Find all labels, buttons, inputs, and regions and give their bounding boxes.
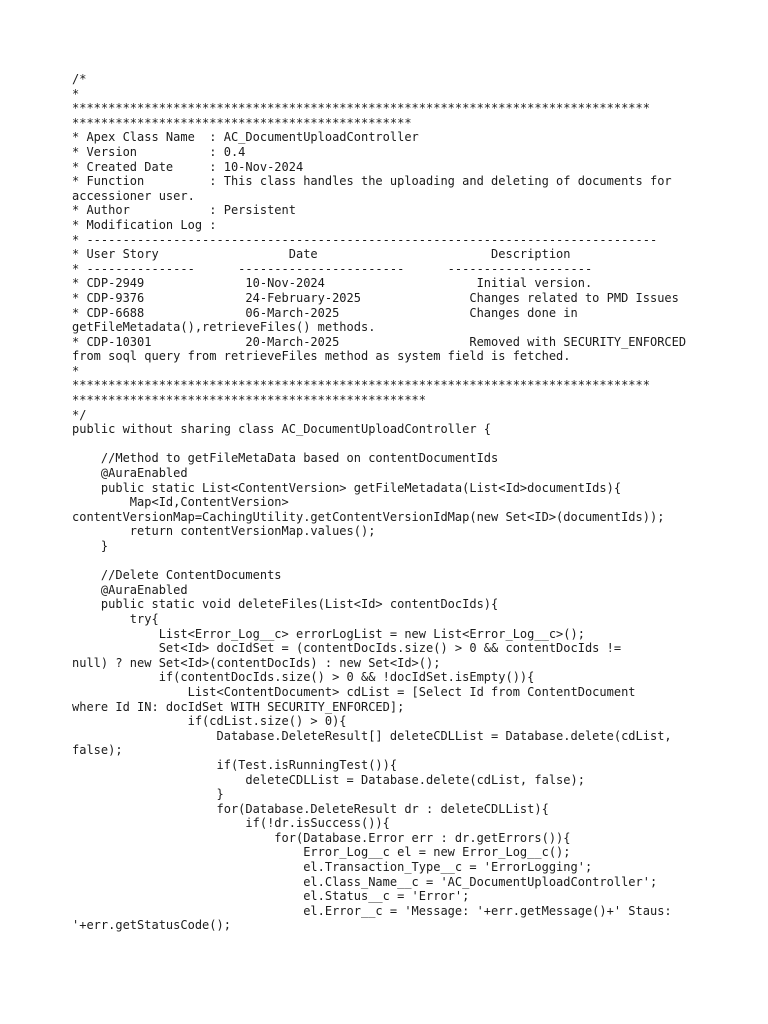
code-line: * Function : This class handles the uploading and deleting of documents for: [72, 174, 672, 189]
code-block: [72, 72, 700, 933]
code-line: ********************************************************************************: [72, 378, 650, 393]
code-line: Database.DeleteResult[] deleteCDLList = Database.delete(cdList,: [72, 728, 672, 743]
code-line: accessioner user.: [72, 188, 195, 203]
code-line: Map<Id,ContentVersion>: [72, 495, 289, 510]
code-line: //Delete ContentDocuments: [72, 568, 282, 583]
code-line: * CDP-2949 10-Nov-2024 Initial version.: [72, 276, 593, 291]
code-line: deleteCDLList = Database.delete(cdList, false);: [72, 772, 585, 787]
code-line: if(Test.isRunningTest()){: [72, 757, 398, 772]
code-line: public without sharing class AC_DocumentUploadController {: [72, 422, 492, 437]
code-line: el.Status__c = 'Error';: [72, 889, 470, 904]
code-line: [72, 554, 700, 569]
code-line: from soql query from retrieveFiles method as system field is fetched.: [72, 349, 571, 364]
code-line: * CDP-6688 06-March-2025 Changes done in: [72, 305, 578, 320]
code-line: *: [72, 363, 80, 378]
code-line: if(cdList.size() > 0){: [72, 714, 347, 729]
code-line: ********************************************************************************: [72, 101, 650, 116]
code-line: getFileMetadata(),retrieveFiles() methods.: [72, 320, 376, 335]
code-line: ***********************************************: [72, 115, 412, 130]
code-line: where Id IN: docIdSet WITH SECURITY_ENFORCED];: [72, 699, 405, 714]
code-line: * Version : 0.4: [72, 144, 246, 159]
code-line: * Created Date : 10-Nov-2024: [72, 159, 304, 174]
code-line: '+err.getStatusCode();: [72, 918, 231, 933]
code-line: [72, 437, 700, 452]
code-line: }: [72, 787, 224, 802]
code-line: public static List<ContentVersion> getFileMetadata(List<Id>documentIds){: [72, 480, 622, 495]
code-line: * Author : Persistent: [72, 203, 296, 218]
code-line: for(Database.DeleteResult dr : deleteCDLList){: [72, 801, 549, 816]
code-line: * -------------------------------------------------------------------------------: [72, 232, 658, 247]
code-line: }: [72, 539, 109, 553]
code-line: * CDP-10301 20-March-2025 Removed with SECURITY_ENFORCED: [72, 334, 687, 349]
code-line: null) ? new Set<Id>(contentDocIds) : new Set<Id>();: [72, 655, 441, 670]
code-line: return contentVersionMap.values();: [72, 524, 376, 539]
code-line: List<Error_Log__c> errorLogList = new List<Error_Log__c>();: [72, 626, 585, 641]
code-line: el.Error__c = 'Message: '+err.getMessage()+' Staus:: [72, 903, 672, 918]
code-line: * Apex Class Name : AC_DocumentUploadController: [72, 130, 419, 145]
code-line: * Modification Log :: [72, 217, 217, 232]
code-line: if(contentDocIds.size() > 0 && !docIdSet.isEmpty()){: [72, 670, 535, 685]
code-line: @AuraEnabled: [72, 582, 188, 597]
code-line: el.Transaction_Type__c = 'ErrorLogging';: [72, 860, 593, 875]
code-line: *************************************************: [72, 393, 427, 408]
code-line: * User Story Date Description: [72, 247, 571, 262]
code-line: if(!dr.isSuccess()){: [72, 816, 390, 831]
code-line: try{: [72, 611, 159, 626]
code-line: List<ContentDocument> cdList = [Select Id from ContentDocument: [72, 684, 636, 699]
code-line: el.Class_Name__c = 'AC_DocumentUploadController';: [72, 874, 658, 889]
code-line: public static void deleteFiles(List<Id> contentDocIds){: [72, 597, 499, 612]
code-line: for(Database.Error err : dr.getErrors()){: [72, 830, 571, 845]
code-line: contentVersionMap=CachingUtility.getContentVersionIdMap(new Set<ID>(documentIds));: [72, 509, 665, 524]
code-line: //Method to getFileMetaData based on contentDocumentIds: [72, 451, 499, 466]
code-line: * CDP-9376 24-February-2025 Changes related to PMD Issues: [72, 290, 679, 305]
code-line: Set<Id> docIdSet = (contentDocIds.size() > 0 && contentDocIds !=: [72, 641, 622, 656]
code-line: */: [72, 407, 87, 422]
code-line: @AuraEnabled: [72, 466, 188, 481]
code-line: *: [72, 86, 80, 101]
code-line: Error_Log__c el = new Error_Log__c();: [72, 845, 571, 860]
code-line: /*: [72, 72, 87, 86]
code-line: * --------------- ----------------------- --------------------: [72, 261, 593, 276]
code-line: false);: [72, 743, 123, 758]
